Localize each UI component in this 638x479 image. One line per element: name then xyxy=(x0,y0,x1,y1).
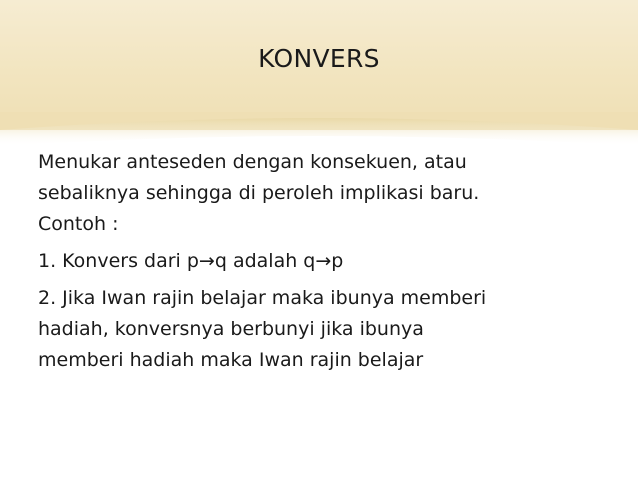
slide-body xyxy=(38,147,598,376)
example-2-line-2: hadiah, konversnya berbunyi jika ibunya xyxy=(38,318,424,340)
example-label: Contoh : xyxy=(38,213,119,235)
example-2-line-1: 2. Jika Iwan rajin belajar maka ibunya memberi xyxy=(38,287,487,309)
definition-line-1: Menukar anteseden dengan konsekuen, atau xyxy=(38,151,467,173)
definition-line-2: sebaliknya sehingga di peroleh implikasi baru. xyxy=(38,182,480,204)
slide-title: KONVERS xyxy=(258,44,380,73)
example-1: 1. Konvers dari p→q adalah q→p xyxy=(38,250,344,272)
example-2-line-3: memberi hadiah maka Iwan rajin belajar xyxy=(38,349,424,371)
